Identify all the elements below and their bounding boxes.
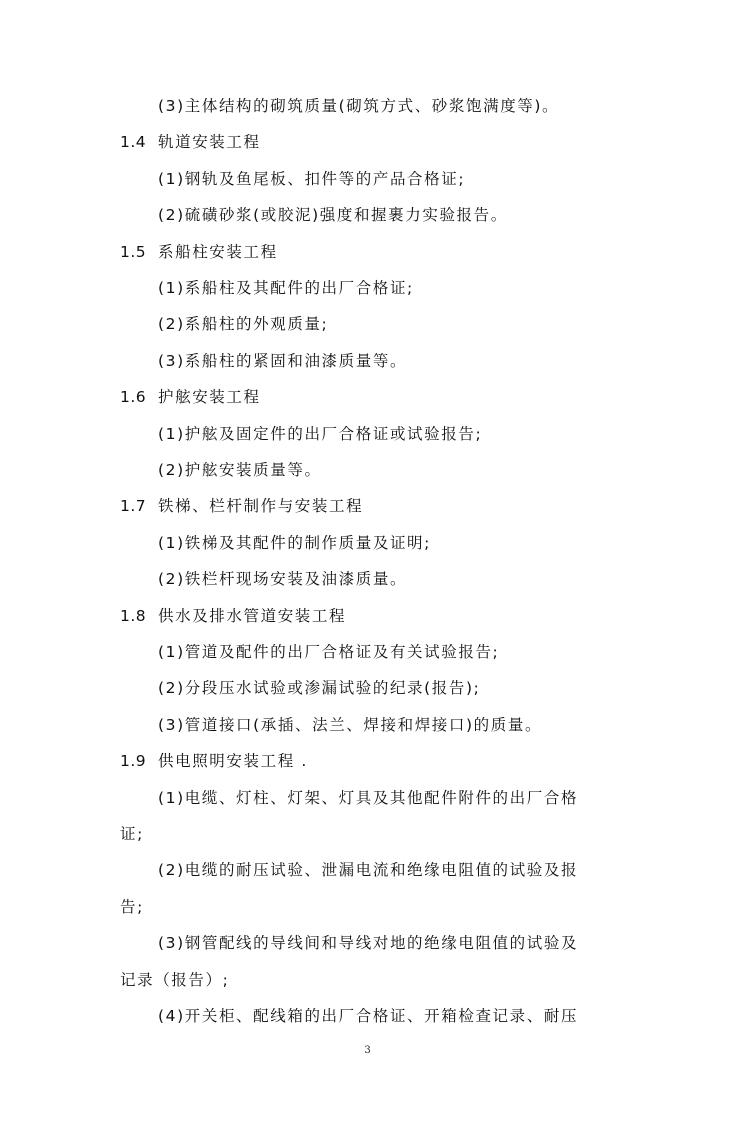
section-number: 1.4 (120, 133, 147, 152)
section-heading (0, 750, 735, 772)
section-heading (0, 386, 735, 408)
list-item: (1)管道及配件的出厂合格证及有关试验报告; (158, 643, 500, 661)
list-item: (1)铁梯及其配件的制作质量及证明; (158, 533, 431, 552)
page-number: 3 (364, 1045, 371, 1056)
list-item: (1)钢轨及鱼尾板、扣件等的产品合格证; (158, 169, 466, 188)
list-item-continuation: 告; (120, 897, 144, 916)
list-item: (3)钢管配线的导线间和导线对地的绝缘电阻值的试验及 (158, 934, 579, 953)
list-item: (2)硫磺砂浆(或胶泥)强度和握裹力实验报告。 (158, 206, 508, 225)
section-title: 铁梯、栏杆制作与安装工程 (158, 497, 364, 516)
section-title: 轨道安装工程 (158, 133, 261, 152)
section-number: 1.6 (120, 388, 147, 407)
section-title: 系船柱安装工程 (158, 242, 278, 261)
section-heading (0, 605, 735, 627)
list-item: (2)分段压水试验或渗漏试验的纪录(报告); (158, 679, 481, 698)
list-item: (1)系船柱及其配件的出厂合格证; (158, 279, 414, 297)
section-title: 供电照明安装工程 . (158, 752, 308, 771)
list-item: (1)护舷及固定件的出厂合格证或试验报告; (158, 424, 483, 443)
section-number: 1.7 (120, 497, 147, 516)
list-item: (2)护舷安装质量等。 (158, 461, 322, 479)
section-number: 1.8 (120, 606, 147, 625)
section-heading (0, 241, 735, 263)
list-item: (3)主体结构的砌筑质量(砌筑方式、砂浆饱满度等)。 (158, 97, 560, 115)
section-number: 1.9 (120, 752, 147, 771)
list-item-continuation: 证; (120, 825, 144, 843)
list-item: (2)系船柱的外观质量; (158, 315, 329, 334)
list-item: (3)管道接口(承插、法兰、焊接和焊接口)的质量。 (158, 715, 543, 734)
list-item: (1)电缆、灯柱、灯架、灯具及其他配件附件的出厂合格 (158, 788, 579, 807)
list-item: (4)开关柜、配线箱的出厂合格证、开箱检查记录、耐压 (158, 1007, 579, 1025)
section-title: 护舷安装工程 (158, 388, 261, 407)
list-item: (2)电缆的耐压试验、泄漏电流和绝缘电阻值的试验及报 (158, 861, 579, 880)
section-heading (0, 131, 735, 153)
section-number: 1.5 (120, 242, 147, 261)
list-item: (2)铁栏杆现场安装及油漆质量。 (158, 570, 408, 589)
section-heading (0, 495, 735, 517)
list-item-continuation: 记录（报告）; (120, 970, 230, 989)
list-item: (3)系船柱的紧固和油漆质量等。 (158, 351, 408, 370)
section-title: 供水及排水管道安装工程 (158, 606, 347, 625)
